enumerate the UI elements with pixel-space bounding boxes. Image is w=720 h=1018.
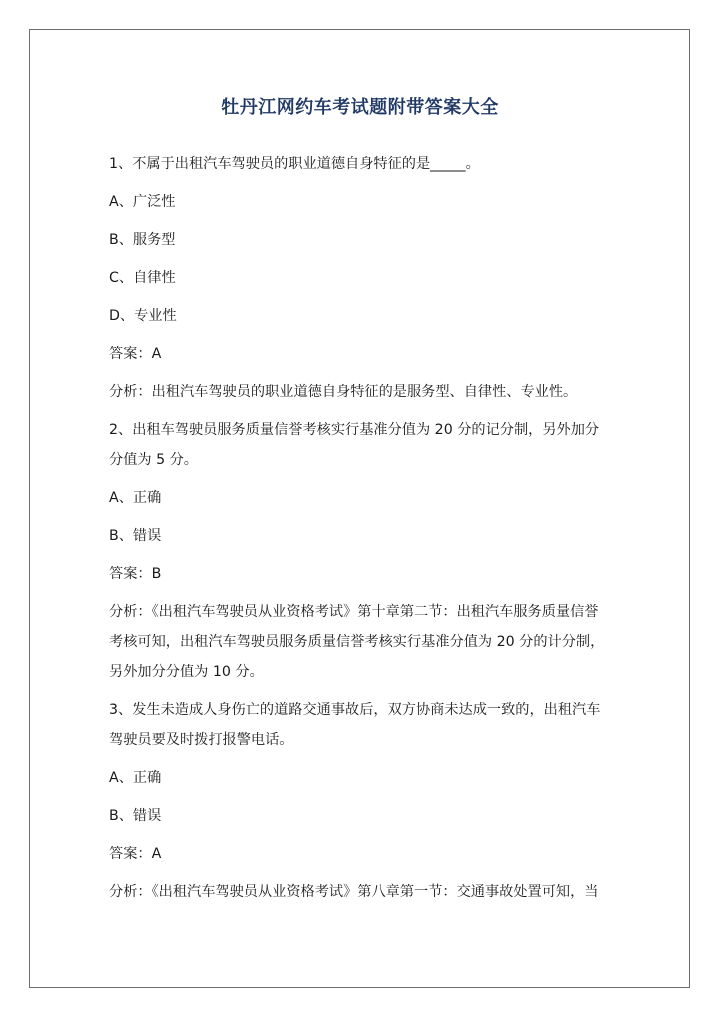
document-title: 牡丹江网约车考试题附带答案大全 — [221, 97, 499, 118]
question-3-option-b: B、错误 — [109, 808, 162, 824]
question-1-analysis: 分析：出租汽车驾驶员的职业道德自身特征的是服务型、自律性、专业性。 — [109, 384, 578, 400]
question-1-option-c: C、自律性 — [109, 270, 176, 286]
document-body — [109, 154, 629, 902]
question-1-answer: 答案：A — [109, 346, 162, 362]
question-2-text-line-1: 2、出租车驾驶员服务质量信誉考核实行基准分值为 20 分的记分制，另外加分 — [109, 422, 600, 438]
question-1-option-a: A、广泛性 — [109, 194, 176, 210]
question-3-text-line-2: 驾驶员要及时拨打报警电话。 — [109, 732, 294, 748]
question-2-analysis-line-3: 另外加分分值为 10 分。 — [109, 664, 264, 680]
question-2-option-a: A、正确 — [109, 490, 162, 506]
question-3-text-line-1: 3、发生未造成人身伤亡的道路交通事故后，双方协商未达成一致的，出租汽车 — [109, 702, 601, 718]
question-3-analysis-line-1: 分析：《出租汽车驾驶员从业资格考试》第八章第一节：交通事故处置可知，当 — [109, 884, 599, 900]
question-1-text: 1、不属于出租汽车驾驶员的职业道德自身特征的是_____。 — [109, 156, 480, 172]
question-3-answer: 答案：A — [109, 846, 162, 862]
question-1-option-d: D、专业性 — [109, 308, 177, 324]
question-2-analysis-line-2: 考核可知，出租汽车驾驶员服务质量信誉考核实行基准分值为 20 分的计分制， — [109, 634, 605, 650]
question-3-option-a: A、正确 — [109, 770, 162, 786]
question-1-option-b: B、服务型 — [109, 232, 176, 248]
question-2-analysis-line-1: 分析：《出租汽车驾驶员从业资格考试》第十章第二节：出租汽车服务质量信誉 — [109, 604, 599, 620]
question-2-answer: 答案：B — [109, 566, 162, 582]
question-2-option-b: B、错误 — [109, 528, 162, 544]
question-2-text-line-2: 分值为 5 分。 — [109, 452, 198, 468]
